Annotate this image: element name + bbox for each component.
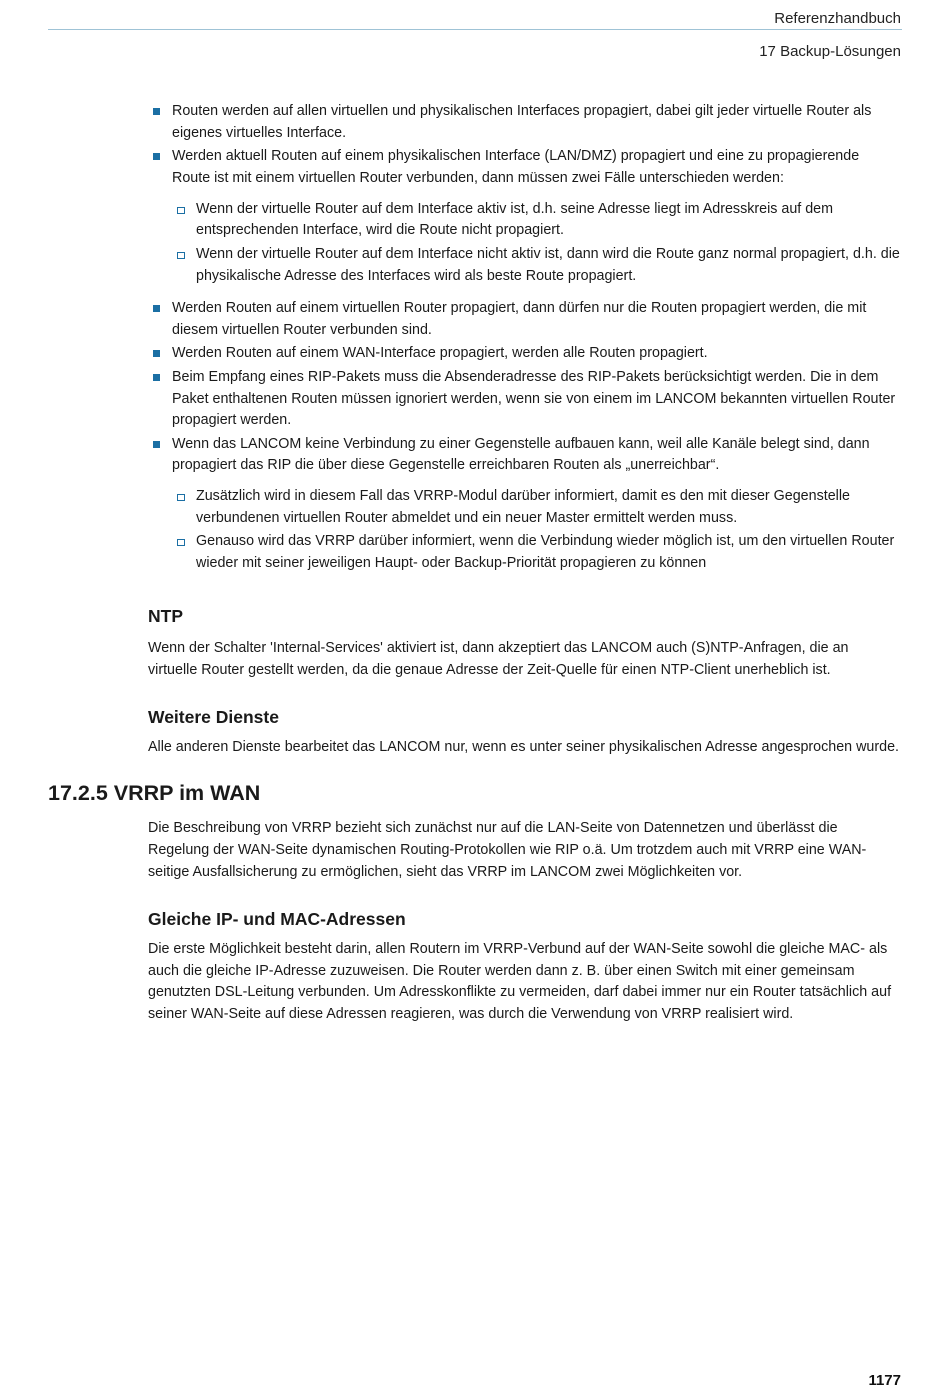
gleiche-adressen-heading: Gleiche IP- und MAC-Adressen [148,908,406,929]
sub-list-item: Wenn der virtuelle Router auf dem Interface nicht aktiv ist, dann wird die Route ganz normal propagiert, d.h. die physikalische Adresse des Interfaces wird als beste Route propagiert. [172,244,901,288]
sub-bullet-list [172,486,901,575]
ntp-heading: NTP [148,605,183,626]
list-item [148,434,901,575]
sub-bullet-list [172,199,901,288]
section-title: 17.2.5 VRRP im WAN [48,781,261,806]
header-title: Referenzhandbuch [774,10,901,27]
list-item: Werden Routen auf einem WAN-Interface propagiert, werden alle Routen propagiert. [148,343,901,365]
weitere-dienste-heading: Weitere Dienste [148,706,279,727]
list-item [148,146,901,287]
sub-list-item: Wenn der virtuelle Router auf dem Interface aktiv ist, d.h. seine Adresse liegt im Adresskreis auf dem entsprechenden Interface, wird die Route nicht propagiert. [172,199,901,243]
section-paragraph: Die Beschreibung von VRRP bezieht sich zunächst nur auf die LAN-Seite von Datennetzen und überlässt die Regelung der WAN-Seite dynamischen Routing-Protokollen wie RIP o.ä. Um trotzdem auch mit VRRP eine WAN-seitige Ausfallsicherung zu ermöglichen, sieht das VRRP im LANCOM zwei Möglichkeiten vor. [148,820,867,880]
list-item-text: Wenn das LANCOM keine Verbindung zu einer Gegenstelle aufbauen kann, weil alle Kanäle belegt sind, dann propagiert das RIP die über diese Gegenstelle erreichbaren Routen als „unerreichbar“. [172,435,870,474]
weitere-dienste-paragraph: Alle anderen Dienste bearbeitet das LANCOM nur, wenn es unter seiner physikalischen Adresse angesprochen wurde. [148,738,900,755]
header-divider [48,29,902,30]
page-content [48,101,901,1026]
sub-list-item: Genauso wird das VRRP darüber informiert, wenn die Verbindung wieder möglich ist, um den virtuellen Router wieder mit seiner jeweiligen Haupt- oder Backup-Priorität propagieren zu können [172,531,901,575]
page-number: 1177 [868,1372,901,1389]
header-chapter: 17 Backup-Lösungen [759,43,901,60]
list-item: Routen werden auf allen virtuellen und physikalischen Interfaces propagiert, dabei gilt jeder virtuelle Router als eigenes virtuelles Interface. [148,101,901,145]
list-item-text: Werden aktuell Routen auf einem physikalischen Interface (LAN/DMZ) propagiert und eine zu propagierende Route ist mit einem virtuellen Router verbunden, dann müssen zwei Fälle unterschieden werden: [172,148,860,186]
sub-list-item: Zusätzlich wird in diesem Fall das VRRP-Modul darüber informiert, damit es den mit dieser Gegenstelle verbundenen virtuellen Router abmeldet und ein neuer Master ermittelt werden muss. [172,486,901,530]
bullet-list [148,101,901,575]
list-item: Werden Routen auf einem virtuellen Router propagiert, dann dürfen nur die Routen propagiert werden, die mit diesem virtuellen Router verbunden sind. [148,298,901,342]
page-header [759,2,901,68]
ntp-paragraph: Wenn der Schalter 'Internal-Services' aktiviert ist, dann akzeptiert das LANCOM auch (S)NTP-Anfragen, die an virtuelle Router gestellt werden, da die genaue Adresse der Zeit-Quelle für einen NTP-Client unerheblich ist. [148,639,849,678]
list-item: Beim Empfang eines RIP-Pakets muss die Absenderadresse des RIP-Pakets berücksichtigt werden. Die in dem Paket enthaltenen Routen müssen ignoriert werden, wenn sie von einem im LANCOM bekannten virtuellen Router propagiert werden. [148,367,901,432]
gleiche-adressen-paragraph: Die erste Möglichkeit besteht darin, allen Routern im VRRP-Verbund auf der WAN-Seite sowohl die gleiche MAC- als auch die gleiche IP-Adresse zuzuweisen. Die Router werden dann z. B. über einen Switch mit einer gemeinsam genutzten DSL-Leitung verbunden. Um Adresskonflikte zu vermeiden, darf dabei immer nur ein Router tatsächlich auf seiner WAN-Seite auf diese Adressen reagieren, was durch die Verwendung von VRRP realisiert wird. [148,940,892,1023]
